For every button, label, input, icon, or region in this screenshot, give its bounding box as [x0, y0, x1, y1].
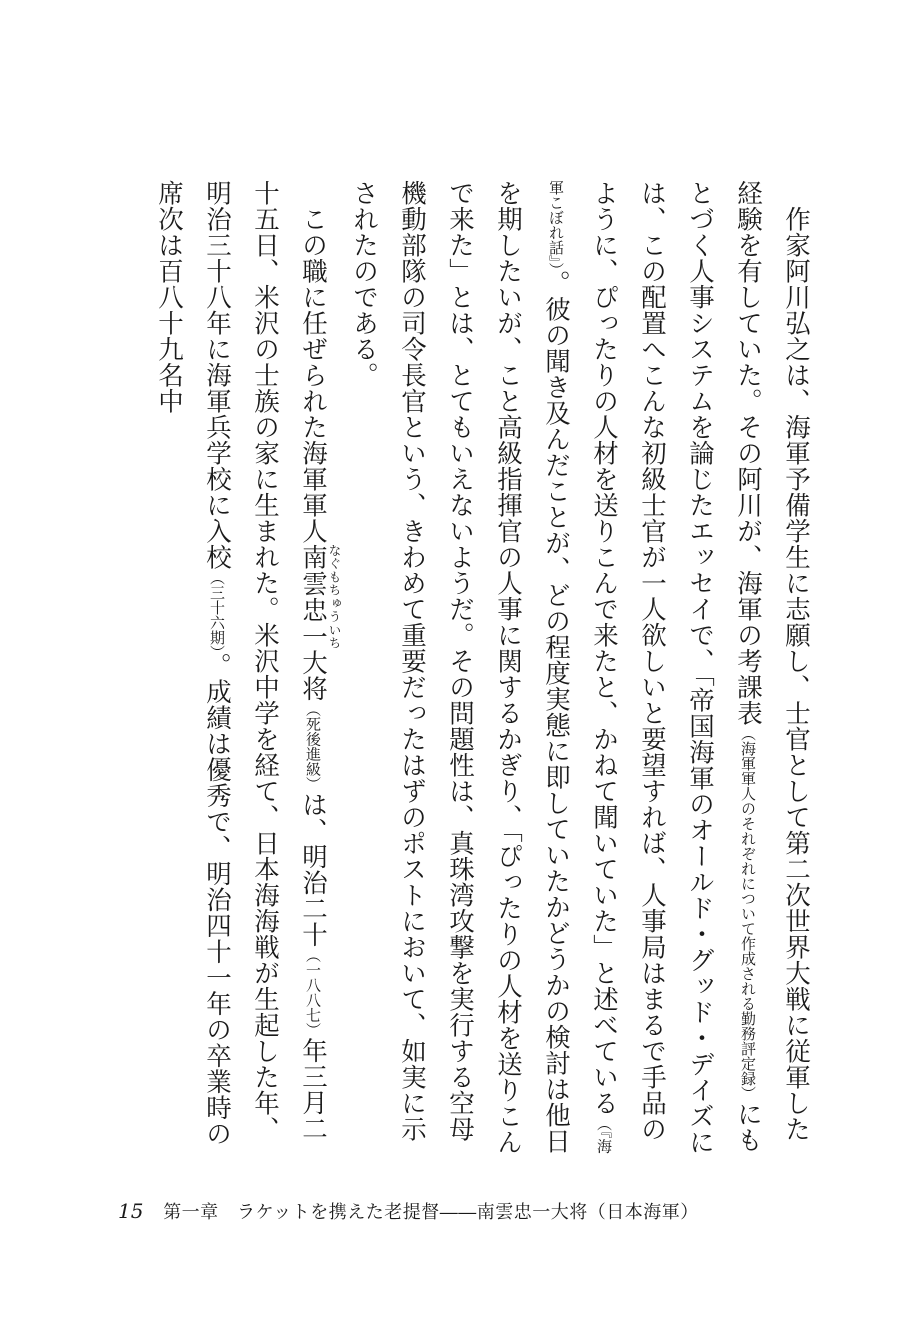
paragraph-2-text-d: 年三月二十五日、米沢の士族の家に生まれた。米沢中学を経て、日本海海戦が生起した年、明治三十八年に海軍兵学校に入校	[202, 180, 328, 1142]
paragraph-1	[340, 180, 820, 1160]
running-head: 第一章 ラケットを携えた老提督――南雲忠一大将（日本海軍）	[163, 1202, 699, 1223]
nagumo-name-text: 南雲忠一	[298, 543, 328, 650]
page-footer	[118, 1198, 699, 1224]
paragraph-1-note-a: （海軍軍人のそれぞれについて作成される勤務評定録）	[739, 726, 757, 1101]
paragraph-2-text-e: 。成績は優秀で、明治四十一年の卒業時の席次は百八十九名中	[154, 180, 232, 1147]
page-number: 15	[118, 1199, 144, 1223]
paragraph-2-text-a: この職に任ぜられた海軍軍人	[298, 205, 328, 544]
paragraph-2	[145, 180, 340, 1160]
paragraph-1-text-c: 。彼の聞き及んだことが、どの程度実態に即していたかどうかの検討は他日を期したいが、こと高級指揮官の人事に関するかぎり、「ぴったりの人材を送りこんで来た」とは、とてもいえないようだ。その問題性は、真珠湾攻撃を実行する空母機動部隊の司令長官という、きわめて重要だったはずのポストにおいて、如実に示されたのである。	[349, 180, 571, 1156]
paragraph-1-text-b: にもとづく人事システムを論じたエッセイで、「帝国海軍のオールド・グッド・デイズには、この配置へこんな初級士官が一人欲しいと要望すれば、人事局はまるで手品のように、ぴったりの人材を送りこんで来たと、かねて聞いていた」と述べている	[589, 180, 763, 1156]
vertical-body-text	[145, 180, 820, 1160]
paragraph-2-note-a: （死後進級）	[304, 701, 322, 791]
paragraph-2-text-c: は、明治二十	[298, 791, 328, 947]
nagumo-name	[298, 543, 341, 650]
nagumo-name-ruby: なぐもちゅういち	[325, 543, 341, 650]
paragraph-2-note-b: （一八八七）	[304, 947, 322, 1037]
paragraph-2-note-c: （三十六期）	[208, 570, 226, 653]
paragraph-1-note-b: （『海軍こぼれ話』）	[547, 180, 613, 1154]
paragraph-1-text-a: 作家阿川弘之は、海軍予備学生に志願し、士官として第二次世界大戦に従軍した経験を有していた。その阿川が、海軍の考課表	[733, 180, 811, 1142]
paragraph-2-text-b: 大将	[298, 649, 328, 701]
